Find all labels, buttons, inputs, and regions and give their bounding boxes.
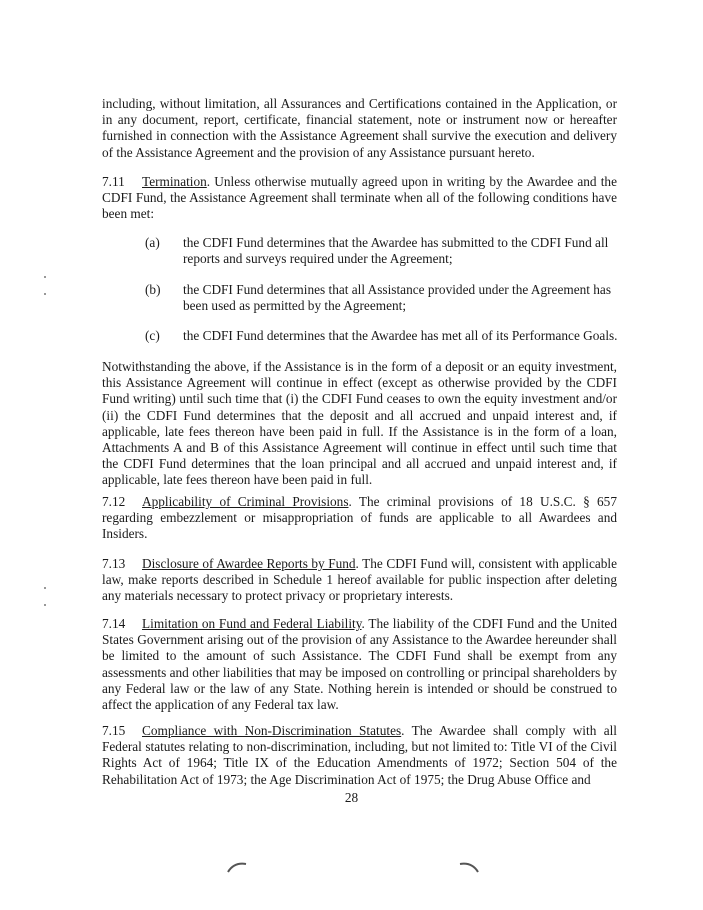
section-heading: Termination: [142, 174, 207, 189]
item-text: the CDFI Fund determines that the Awardee has submitted to the CDFI Fund all reports and surveys required under the Agreement;: [183, 235, 609, 267]
intro-text: including, without limitation, all Assurances and Certifications contained in the Application, or in any document, report, certificate, financial statement, note or instrument now or hereafter furnished in connection with the Assistance Agreement shall survive the execution and delivery of the Assistance Agreement and the provision of any Assistance pursuant hereto.: [102, 96, 617, 160]
notwithstanding-paragraph: [102, 359, 617, 489]
scan-speck: [44, 293, 46, 295]
section-7-13: [102, 556, 617, 605]
section-number: 7.13: [102, 556, 126, 571]
section-text: . The liability of the CDFI Fund and the United States Government arising out of the provision of any Assistance to the Awardee hereunder shall be limited to the amount of such Assistance. The CDFI Fund shall be exempt from any assessments and other liabilities that may be imposed on controlling or principal shareholders by any Federal law or the law of any State. Nothing herein is intended or should be construed to affect the application of any Federal tax law.: [102, 616, 617, 713]
section-number: 7.12: [102, 494, 126, 509]
section-text: . The Awardee shall comply with all Federal statutes relating to non-discrimination, including, but not limited to: Title VI of the Civil Rights Act of 1964; Title IX of the Education Amendments of 1972; Section 504 of the Rehabilitation Act of 1973; the Age Discrimination Act of 1975; the Drug Abuse Office and: [102, 723, 617, 787]
item-text: the CDFI Fund determines that all Assistance provided under the Agreement has been used as permitted by the Agreement;: [183, 282, 611, 314]
section-text: . The criminal provisions of 18 U.S.C. § 657 regarding embezzlement or misappropriation of funds are applicable to all Awardees and Insiders.: [102, 494, 617, 542]
section-7-15: [102, 723, 617, 788]
intro-paragraph: [102, 96, 617, 161]
item-text: the CDFI Fund determines that the Awardee has met all of its Performance Goals.: [183, 328, 618, 343]
section-number: 7.11: [102, 174, 125, 189]
section-heading: Compliance with Non-Discrimination Statutes: [142, 723, 402, 738]
item-label: (a): [145, 235, 160, 250]
list-item: [145, 328, 620, 344]
list-item: [145, 282, 620, 314]
page-number: 28: [344, 790, 359, 805]
section-heading: Applicability of Criminal Provisions: [142, 494, 349, 509]
scan-speck: [44, 276, 46, 278]
section-7-14: [102, 616, 617, 713]
section-heading: Limitation on Fund and Federal Liability: [142, 616, 362, 631]
section-text: . Unless otherwise mutually agreed upon in writing by the Awardee and the CDFI Fund, the Assistance Agreement shall terminate when all of the following conditions have been met:: [102, 174, 617, 222]
binder-hole-mark: [226, 860, 250, 874]
item-label: (c): [145, 328, 160, 343]
section-7-12: [102, 494, 617, 543]
scan-speck: [44, 604, 46, 606]
item-label: (b): [145, 282, 161, 297]
section-number: 7.15: [102, 723, 126, 738]
scan-speck: [44, 587, 46, 589]
binder-hole-mark: [456, 860, 480, 874]
notwithstanding-text: Notwithstanding the above, if the Assistance is in the form of a deposit or an equity investment, this Assistance Agreement will continue in effect (except as otherwise provided by the CDFI Fund writing) until such time that (i) the CDFI Fund ceases to own the equity investment and/or (ii) the CDFI Fund determines that the deposit and all accrued and unpaid interest and, if applicable, late fees thereon have been paid in full. If the Assistance is in the form of a loan, Attachments A and B of this Assistance Agreement will continue in effect until such time that the CDFI Fund determines that the loan principal and all accrued and unpaid interest and, if applicable, late fees thereon have been paid in full.: [102, 359, 617, 488]
section-heading: Disclosure of Awardee Reports by Fund: [142, 556, 356, 571]
section-text: . The CDFI Fund will, consistent with applicable law, make reports described in Schedule 1 hereof available for public inspection after deleting any materials necessary to protect privacy or proprietary interests.: [102, 556, 617, 604]
section-7-11: [102, 174, 617, 223]
section-number: 7.14: [102, 616, 126, 631]
list-item: [145, 235, 620, 267]
